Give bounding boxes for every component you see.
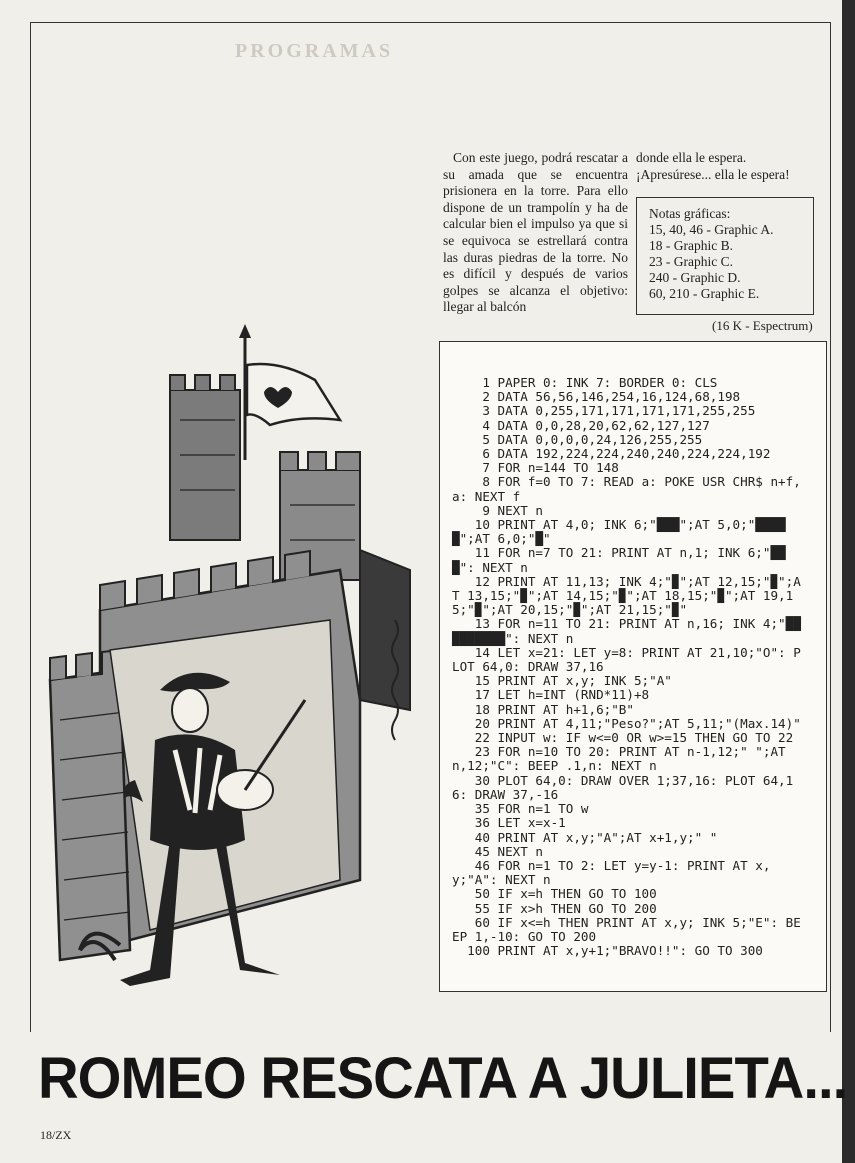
romeo-castle-illustration — [40, 320, 440, 1020]
notes-title: Notas gráficas: — [649, 206, 731, 221]
note-line: 15, 40, 46 - Graphic A. — [649, 222, 774, 237]
basic-listing-box — [439, 341, 827, 992]
graphic-notes-box — [636, 197, 814, 315]
article-headline: ROMEO RESCATA A JULIETA... — [38, 1046, 848, 1111]
basic-code-listing: 1 PAPER 0: INK 7: BORDER 0: CLS 2 DATA 56,56,146,254,16,124,68,198 3 DATA 0,255,171,171,171,171,255,255 4 DATA 0,0,28,20,62,62,127,127 5 DATA 0,0,0,0,24,126,255,255 6 DATA 192,224,224,240,240,224,224,192 7 FOR n=144 TO 148 8 FOR f=0 TO 7: READ a: POKE USR CHR$ n+f,a: NEXT f 9 NEXT n 10 PRINT AT 4,0; INK 6;"███";AT 5,0;"█████";AT 6,0;"█" 11 FOR n=7 TO 21: PRINT AT n,1; INK 6;"███": NEXT n 12 PRINT AT 11,13; INK 4;"▉";AT 12,15;"▉";AT 13,15;"▉";AT 14,15;"▉";AT 18,15;"▉";AT 19,15;"▉";AT 20,15;"▉";AT 21,15;"▉" 13 FOR n=11 TO 21: PRINT AT n,16; INK 4;"█████████": NEXT n 14 LET x=21: LET y=8: PRINT AT 21,10;"O": PLOT 64,0: DRAW 37,16 15 PRINT AT x,y; INK 5;"A" 17 LET h=INT (RND*11)+8 18 PRINT AT h+1,6;"B" 20 PRINT AT 4,11;"Peso?";AT 5,11;"(Max.14)" 22 INPUT w: IF w<=0 OR w>=15 THEN GO TO 22 23 FOR n=10 TO 20: PRINT AT n-1,12;" ";AT n,12;"C": BEEP .1,n: NEXT n 30 PLOT 64,0: DRAW OVER 1;37,16: PLOT 64,16: DRAW 37,-16 35 FOR n=1 TO w 36 LET x=x-1 40 PRINT AT x,y;"A";AT x+1,y;" " 45 NEXT n 46 FOR n=1 TO 2: LET y=y-1: PRINT AT x,y;"A": NEXT n 50 IF x=h THEN GO TO 100 55 IF x>h THEN GO TO 200 60 IF x<=h THEN PRINT AT x,y; INK 5;"E": BEEP 1,-10: GO TO 200 100 PRINT AT x,y+1;"BRAVO!!": GO TO 300 — [452, 375, 801, 959]
note-line: 240 - Graphic D. — [649, 270, 741, 285]
page-number: 18/ZX — [40, 1128, 72, 1142]
machine-label: (16 K - Espectrum) — [712, 318, 813, 333]
frame-left-rule — [30, 22, 31, 1032]
note-line: 18 - Graphic B. — [649, 238, 733, 253]
section-title-faint: PROGRAMAS — [235, 40, 394, 62]
page-edge-shadow — [842, 0, 855, 1163]
frame-top-rule — [30, 22, 830, 23]
frame-right-rule — [830, 22, 831, 1032]
note-line: 60, 210 - Graphic E. — [649, 286, 760, 301]
note-line: 23 - Graphic C. — [649, 254, 733, 269]
intro-paragraph-right: donde ella le espera. ¡Apresúrese... ella le espera! — [636, 150, 790, 182]
intro-paragraph-left: Con este juego, podrá rescatar a su amada que se encuentra prisionera en la torre. Para ello dispone de un trampolín y ha de calcular bien el impulso ya que si se equivoca se estrellará contra las duras piedras de la torre. No es difícil y después de varios golpes se alcanza el objetivo: llegar al balcón — [443, 150, 628, 315]
